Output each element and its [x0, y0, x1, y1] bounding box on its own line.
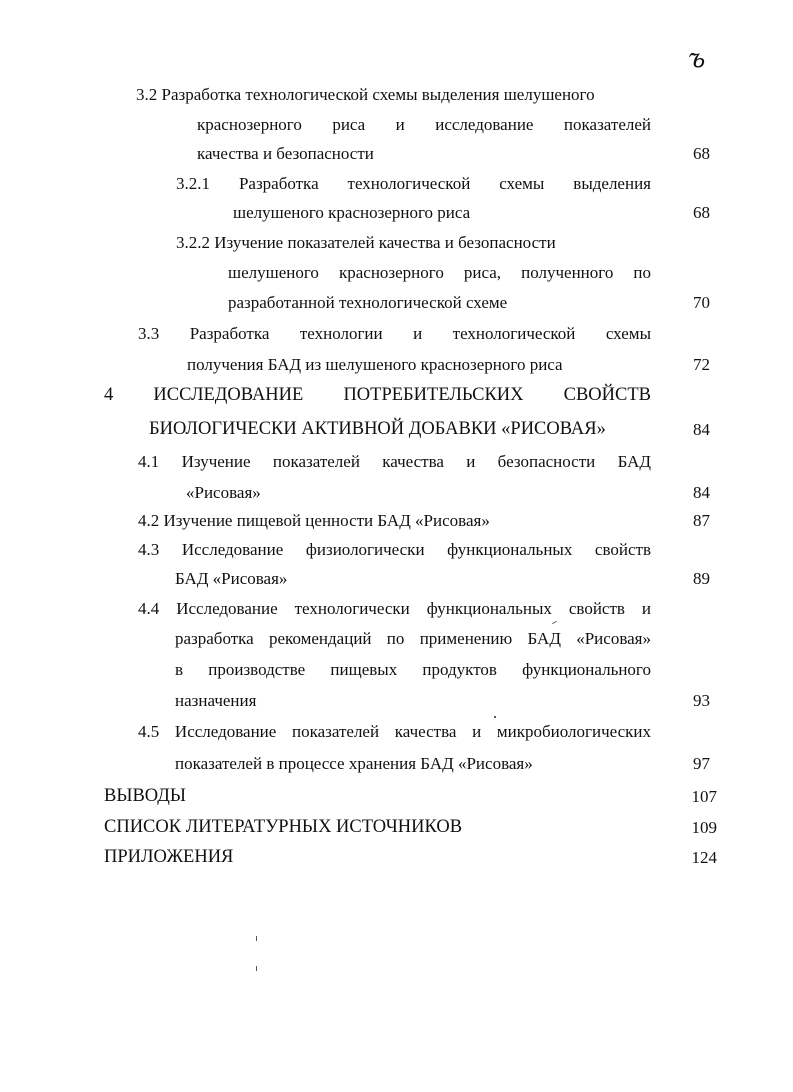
toc-entry-4-5-line1: 4.5 Исследование показателей качества и микробиологических [138, 722, 651, 741]
toc-entry-3-3-line1: 3.3 Разработка технологии и технологической схемы [138, 324, 651, 343]
toc-entry-3-2-2-line3: разработанной технологической схеме [228, 293, 508, 312]
toc-entry-appendices: ПРИЛОЖЕНИЯ [104, 847, 234, 867]
toc-entry-4-2-line1: 4.2 Изучение пищевой ценности БАД «Рисовая» [138, 511, 490, 530]
toc-entry-4-3-page: 89 [693, 569, 710, 588]
toc-entry-3-2-2-line1: 3.2.2 Изучение показателей качества и безопасности [176, 233, 556, 252]
toc-entry-4-4-line2: разработка рекомендаций по применению БАД «Рисовая» [175, 629, 651, 648]
toc-entry-3-3-line2: получения БАД из шелушеного краснозерного риса [187, 355, 563, 374]
toc-entry-3-2-line2: краснозерного риса и исследование показателей [197, 115, 651, 134]
toc-entry-4-4-line4: назначения [175, 691, 257, 710]
toc-entry-4-line2: БИОЛОГИЧЕСКИ АКТИВНОЙ ДОБАВКИ «РИСОВАЯ» [149, 419, 606, 439]
toc-entry-conclusions: ВЫВОДЫ [104, 786, 187, 806]
toc-entry-conclusions-page: 107 [691, 787, 717, 806]
toc-entry-4-1-page: 84 [693, 483, 710, 502]
toc-entry-3-3-page: 72 [693, 355, 710, 374]
toc-entry-4-3-line2: БАД «Рисовая» [175, 569, 288, 588]
scan-speck [494, 716, 496, 718]
toc-entry-references-page: 109 [691, 818, 717, 837]
scan-speck [256, 966, 257, 971]
toc-entry-3-2-1-line2: шелушеного краснозерного риса [233, 203, 471, 222]
toc-entry-3-2-2-page: 70 [693, 293, 710, 312]
toc-entry-4-2-page: 87 [693, 511, 710, 530]
toc-entry-4-page: 84 [693, 420, 710, 439]
toc-entry-4-4-line3: в производстве пищевых продуктов функционального [175, 660, 651, 679]
toc-entry-3-2-1-page: 68 [693, 203, 710, 222]
toc-entry-appendices-page: 124 [691, 848, 717, 867]
toc-entry-references: СПИСОК ЛИТЕРАТУРНЫХ ИСТОЧНИКОВ [104, 817, 463, 837]
toc-entry-3-2-page: 68 [693, 144, 710, 163]
toc-entry-4-5-line2: показателей в процессе хранения БАД «Рисовая» [175, 754, 533, 773]
toc-entry-4-5-page: 97 [693, 754, 710, 773]
scan-speck [256, 936, 257, 941]
page-mark: ъ [688, 44, 706, 74]
toc-entry-4-1-line1: 4.1 Изучение показателей качества и безопасности БАД [138, 452, 651, 471]
toc-entry-4-1-line2: «Рисовая» [186, 483, 261, 502]
toc-entry-4-3-line1: 4.3 Исследование физиологически функциональных свойств [138, 540, 651, 559]
toc-entry-4-line1: 4 ИССЛЕДОВАНИЕ ПОТРЕБИТЕЛЬСКИХ СВОЙСТВ [104, 385, 651, 405]
toc-entry-4-4-line1: 4.4 Исследование технологически функциональных свойств и [138, 599, 651, 618]
scan-speck [552, 621, 557, 624]
toc-entry-3-2-line1: 3.2 Разработка технологической схемы выделения шелушеного [136, 85, 595, 104]
toc-entry-3-2-2-line2: шелушеного краснозерного риса, полученного по [228, 263, 651, 282]
toc-entry-4-4-page: 93 [693, 691, 710, 710]
toc-entry-3-2-1-line1: 3.2.1 Разработка технологической схемы выделения [176, 174, 651, 193]
toc-entry-3-2-line3: качества и безопасности [197, 144, 374, 163]
